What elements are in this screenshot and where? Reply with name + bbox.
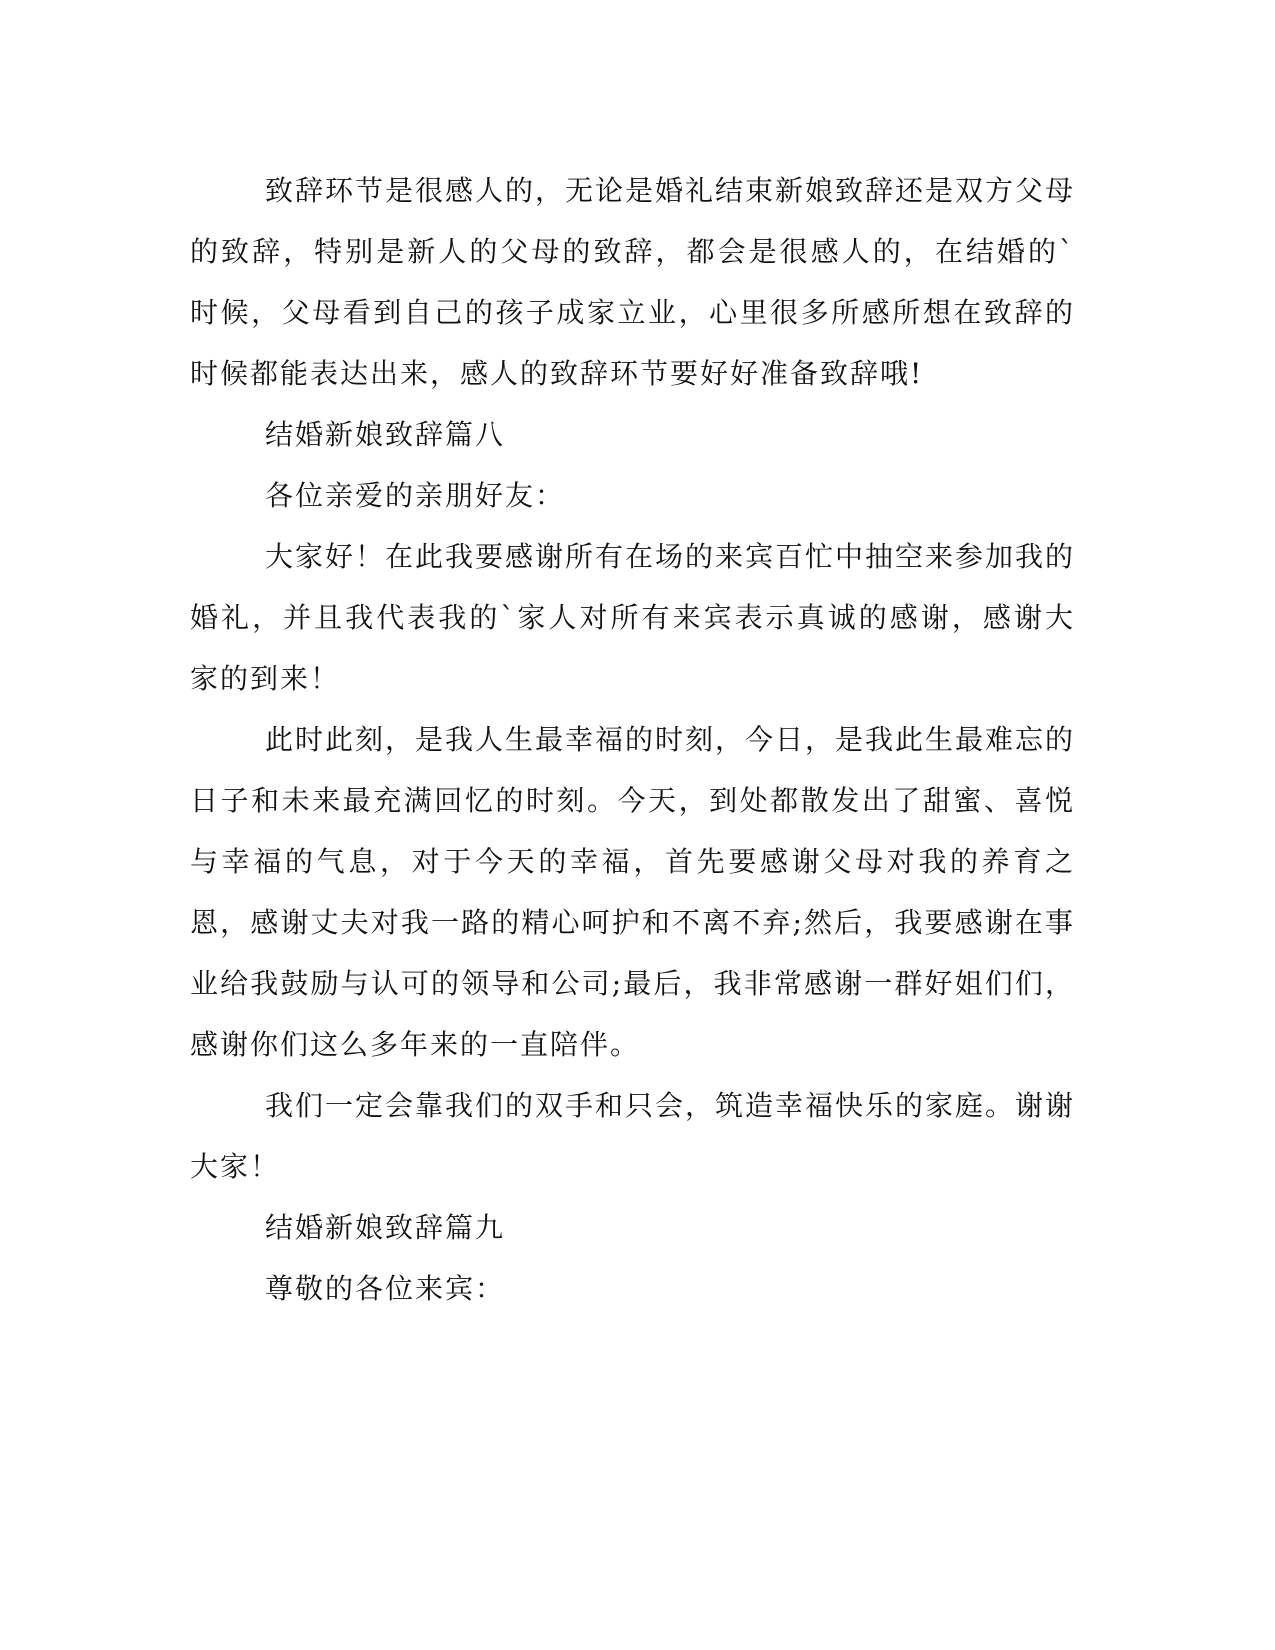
salutation-8: 各位亲爱的亲朋好友： [265, 479, 566, 512]
section-heading-8: 结婚新娘致辞篇八 [265, 418, 506, 451]
paragraph-intro: 致辞环节是很感人的，无论是婚礼结束新娘致辞还是双方父母的致辞，特别是新人的父母的致辞，都会是很感人的，在结婚的`时候，父母看到自己的孩子成家立业，心里很多所感所想在致辞的时候都能表达出来，感人的致辞环节要好好准备致辞哦! [190, 174, 1076, 390]
salutation-9: 尊敬的各位来宾： [265, 1272, 506, 1305]
document-body [190, 160, 1075, 1319]
paragraph-closing: 我们一定会靠我们的双手和只会，筑造幸福快乐的家庭。谢谢大家！ [190, 1089, 1076, 1183]
paragraph-greeting: 大家好！在此我要感谢所有在场的来宾百忙中抽空来参加我的婚礼，并且我代表我的`家人对所有来宾表示真诚的感谢，感谢大家的到来！ [190, 540, 1076, 695]
paragraph-thanks: 此时此刻，是我人生最幸福的时刻，今日，是我此生最难忘的日子和未来最充满回忆的时刻。今天，到处都散发出了甜蜜、喜悦与幸福的气息，对于今天的幸福，首先要感谢父母对我的养育之恩，感谢丈夫对我一路的精心呵护和不离不弃;然后，我要感谢在事业给我鼓励与认可的领导和公司;最后，我非常感谢一群好姐们们，感谢你们这么多年来的一直陪伴。 [190, 723, 1076, 1061]
section-heading-9: 结婚新娘致辞篇九 [265, 1211, 506, 1244]
